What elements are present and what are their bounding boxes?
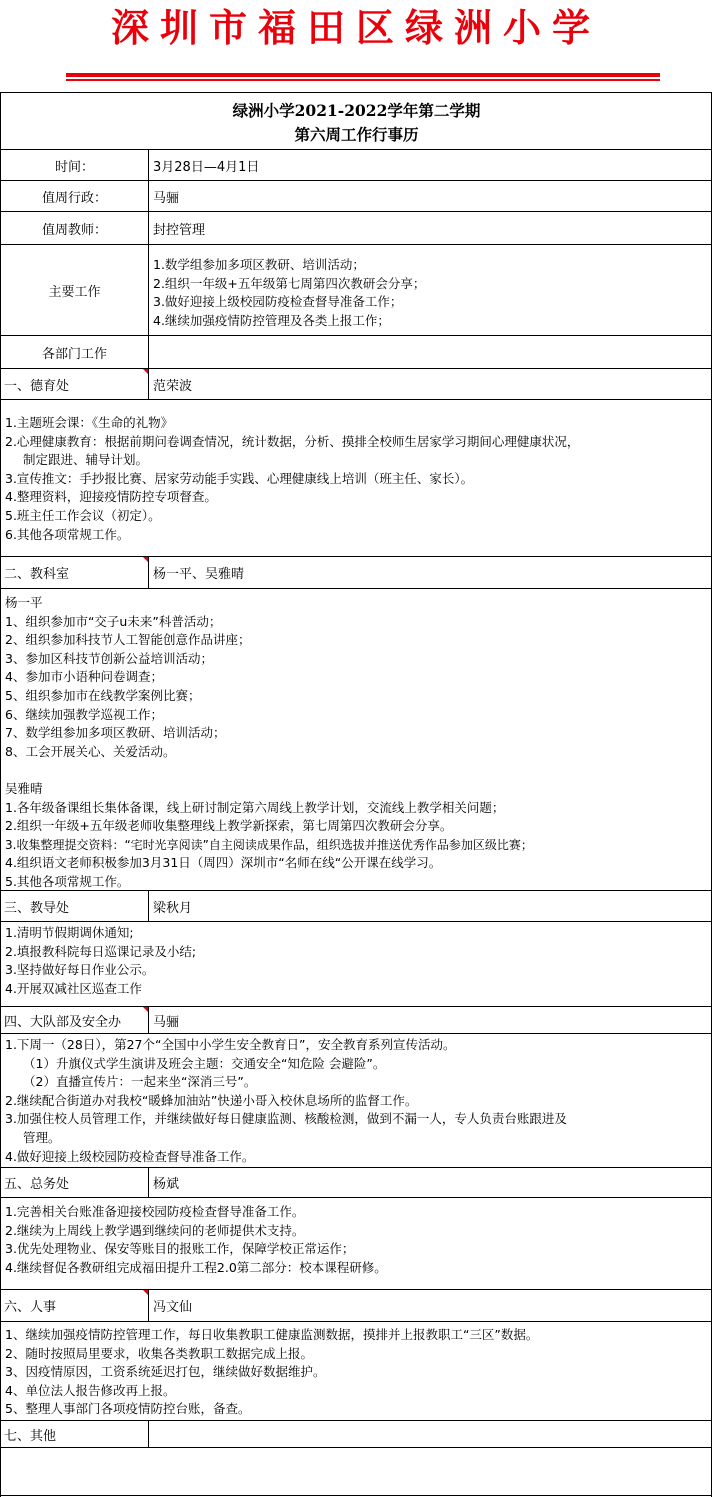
teaching-content [1, 922, 712, 1007]
hr-line: 1、继续加强疫情防控管理工作，每日收集教职工健康监测数据，摸排并上报教职工“三区”数据。 [5, 1327, 539, 1342]
teaching-line: 2.填报教科院每日巡课记录及小结; [5, 943, 197, 959]
brigade-label: 四、大队部及安全办 [4, 1014, 122, 1030]
research-line: 6、继续加强教学巡视工作； [5, 706, 163, 722]
moral-line: 3.宣传推文：手抄报比赛、居家劳动能手实践、心理健康线上培训（班主任、家长）。 [5, 470, 474, 486]
main-work-list [150, 245, 712, 335]
research-wu-title: 吴雅晴 [5, 780, 43, 796]
hr-person: 冯文仙 [153, 1300, 193, 1315]
time-label: 时间： [54, 159, 94, 175]
hr-header-row [1, 1290, 712, 1322]
brigade-person: 马骊 [153, 1014, 180, 1030]
research-line: 2.组织一年级+五年级老师收集整理线上教学新探索，第七周第四次教研会分享。 [5, 818, 453, 834]
research-line: 8、工会开展关心、关爱活动。 [5, 743, 176, 759]
moral-content [1, 400, 712, 557]
comment-marker [143, 557, 148, 562]
research-line: 1、组织参加市“交子u未来”科普活动； [5, 613, 222, 629]
duty-admin-value: 马骊 [153, 190, 180, 206]
comment-marker [143, 369, 148, 374]
other-header-row [1, 1421, 712, 1448]
other-label: 七、其他 [4, 1428, 57, 1444]
moral-line: 4.整理资料，迎接疫情防控专项督查。 [5, 489, 217, 505]
main-work-label: 主要工作 [48, 284, 101, 300]
research-line: 3.收集整理提交资料：“宅时光享阅读”自主阅读成果作品，组织选拔并推送优秀作品参加区级比赛； [5, 837, 533, 852]
teaching-label: 三、教导处 [4, 900, 70, 916]
research-line: 3、参加区科技节创新公益培训活动； [5, 650, 213, 666]
moral-line: 6.其他各项常规工作。 [5, 526, 130, 542]
comment-marker [143, 1290, 148, 1295]
research-label: 二、教科室 [4, 567, 70, 582]
research-header-row [1, 557, 712, 589]
school-title: 深圳市福田区绿洲小学 [110, 5, 601, 50]
brigade-line: 2.继续配合街道办对我校“暖蜂加油站”快递小哥入校休息场所的监督工作。 [5, 1092, 418, 1108]
dept-work-row [1, 336, 712, 369]
other-person [150, 1421, 712, 1447]
hr-line: 5、整理人事部门各项疫情防控台账，备查。 [5, 1401, 251, 1417]
general-label: 五、总务处 [4, 1177, 70, 1192]
week-title: 第六周工作行事历 [294, 125, 419, 144]
duty-teacher-value: 封控管理 [153, 222, 206, 238]
research-content [1, 589, 712, 891]
banner-rule-thick [66, 73, 660, 77]
hr-line: 4、单位法人报告修改再上报。 [5, 1382, 176, 1398]
banner [0, 0, 712, 92]
dept-work-label: 各部门工作 [41, 346, 107, 362]
teaching-line: 3.坚持做好每日作业公示。 [5, 962, 155, 978]
research-line: 5.其他各项常规工作。 [5, 873, 130, 889]
main-work-item: 2.组织一年级+五年级第七周第四次教研会分享； [153, 275, 426, 291]
research-yang-title: 杨一平 [5, 595, 43, 610]
banner-rule-thin [66, 79, 660, 81]
moral-line: 2.心理健康教育：根据前期问卷调查情况，统计数据，分析、摸排全校师生居家学习期间心理健康状况， [5, 433, 580, 449]
main-work-item: 1.数学组参加多项区教研、培训活动； [153, 257, 365, 272]
brigade-line: 1.下周一（28日），第27个“全国中小学生安全教育日”，安全教育系列宣传活动。 [5, 1037, 456, 1052]
general-line: 3.优先处理物业、保安等账目的报账工作，保障学校正常运作； [5, 1241, 355, 1257]
teaching-header-row [1, 891, 712, 922]
duty-teacher-label: 值周教师： [41, 222, 107, 238]
term-title: 绿洲小学2021-2022学年第二学期 [232, 101, 481, 120]
general-header-row [1, 1168, 712, 1198]
research-line: 1.各年级备课组长集体备课，线上研讨制定第六周线上教学计划，交流线上教学相关问题； [5, 799, 505, 815]
general-content [1, 1198, 712, 1290]
duty-admin-row [1, 181, 712, 212]
moral-header-row [1, 369, 712, 400]
time-value: 3月28日—4月1日 [153, 159, 260, 175]
duty-admin-label: 值周行政： [41, 190, 107, 206]
time-row [1, 150, 712, 181]
research-line: 4、参加市小语种问卷调查； [5, 669, 163, 685]
general-line: 1.完善相关台账准备迎接校园防疫检查督导准备工作。 [5, 1204, 305, 1219]
general-line: 4.继续督促各教研组完成福田提升工程2.0第二部分：校本课程研修。 [5, 1259, 387, 1275]
brigade-content [1, 1034, 712, 1168]
research-line: 2、组织参加科技节人工智能创意作品讲座； [5, 632, 251, 648]
moral-person: 范荣波 [153, 378, 193, 394]
duty-teacher-row [1, 212, 712, 245]
research-line: 4.组织语文老师积极参加3月31日（周四）深圳市“名师在线“公开课在线学习。 [5, 855, 442, 871]
comment-marker [143, 1007, 148, 1012]
moral-line: 制定跟进、辅导计划。 [23, 452, 149, 468]
moral-line: 5.班主任工作会议（初定）。 [5, 507, 161, 523]
brigade-line: （2）直播宣传片：一起来坐“深消三号”。 [23, 1074, 257, 1090]
main-work-item: 4.继续加强疫情防控管理及各类上报工作； [153, 312, 390, 328]
hr-label: 六、人事 [4, 1300, 57, 1315]
teaching-line: 1.清明节假期调休通知; [5, 925, 134, 940]
brigade-header-row [1, 1007, 712, 1034]
hr-line: 2、随时按照局里要求，收集各类教职工数据完成上报。 [5, 1345, 313, 1361]
other-content [1, 1448, 712, 1496]
main-work-row [1, 245, 712, 336]
hr-content [1, 1322, 712, 1421]
research-line: 7、数学组参加多项区教研、培训活动； [5, 725, 226, 741]
general-line: 2.继续为上周线上教学遇到继续问的老师提供术支持。 [5, 1222, 305, 1238]
research-line: 5、组织参加市在线教学案例比赛； [5, 687, 201, 703]
brigade-line: 管理。 [23, 1129, 61, 1145]
brigade-line: 4.做好迎接上级校园防疫检查督导准备工作。 [5, 1148, 255, 1164]
moral-label: 一、德育处 [4, 378, 70, 394]
main-work-item: 3.做好迎接上级校园防疫检查督导准备工作； [153, 294, 403, 309]
moral-line: 1.主题班会课：《生命的礼物》 [5, 415, 174, 430]
schedule-sheet [0, 92, 712, 1497]
brigade-line: 3.加强住校人员管理工作，并继续做好每日健康监测、核酸检测，做到不漏一人，专人负责台账跟进及 [5, 1111, 567, 1127]
sheet-heading [1, 92, 712, 150]
teaching-person: 梁秋月 [153, 900, 193, 916]
research-person: 杨一平、吴雅晴 [153, 567, 245, 582]
brigade-line: （1）升旗仪式学生演讲及班会主题：交通安全“知危险 会避险”。 [23, 1055, 386, 1071]
general-person: 杨斌 [153, 1177, 180, 1192]
teaching-line: 4.开展双减社区巡查工作 [5, 980, 142, 996]
hr-line: 3、因疫情原因，工资系统延迟打包，继续做好数据维护。 [5, 1364, 326, 1380]
